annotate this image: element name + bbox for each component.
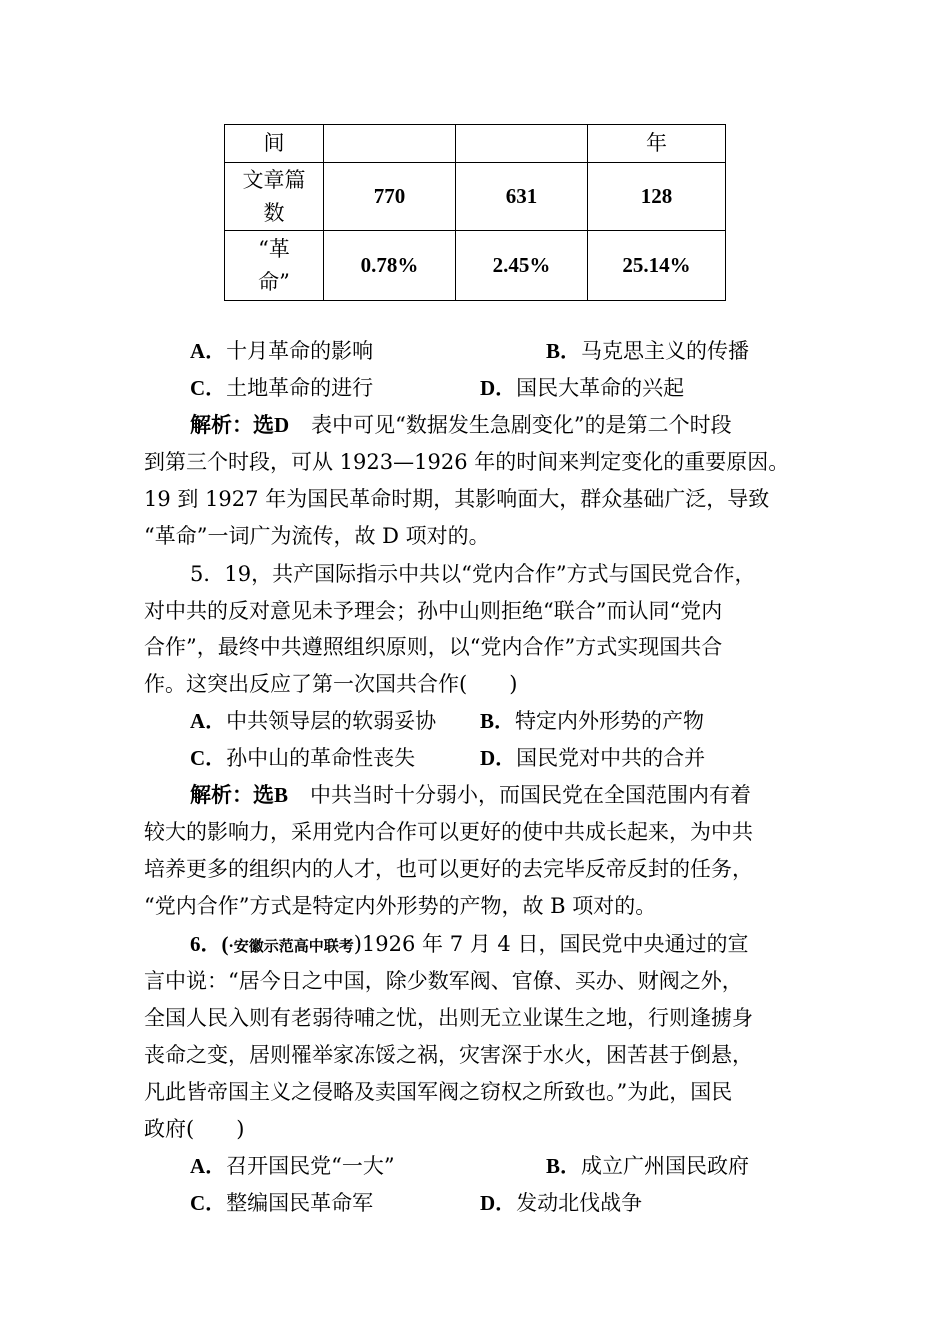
option-letter: B． — [480, 709, 516, 733]
question-number: 6．( — [190, 932, 229, 956]
option-d — [480, 1189, 642, 1217]
table-cell: 631 — [456, 163, 588, 231]
option-a — [190, 1152, 395, 1180]
option-a — [190, 707, 436, 735]
analysis-line — [190, 781, 751, 809]
analysis-line: 培养更多的组织内的人才，也可以更好的去完毕反帝反封的任务， — [144, 857, 753, 881]
option-text: 土地革命的进行 — [226, 376, 374, 400]
question-text-rest: )1926 年 7 月 4 日，国民党中央通过的宣 — [353, 932, 749, 956]
option-letter: B． — [546, 339, 582, 363]
option-letter: D． — [480, 376, 517, 400]
analysis-line: 较大的影响力，采用党内合作可以更好的使中共成长起来，为中共 — [144, 820, 753, 844]
question-source: ·安徽示范高中联考 — [228, 937, 354, 955]
question-text: 作。这突出反应了第一次国共合作( ) — [144, 672, 518, 696]
option-text: 发动北伐战争 — [516, 1191, 643, 1215]
option-text: 国民党对中共的合并 — [516, 746, 706, 770]
option-text: 国民大革命的兴起 — [516, 376, 685, 400]
table-row — [225, 231, 726, 301]
option-c — [190, 1189, 373, 1217]
option-b — [546, 337, 749, 365]
analysis-line: 到第三个时段，可从 1923—1926 年的时间来判定变化的重要原因。 — [144, 450, 790, 474]
analysis-text: 中共当时十分弱小，而国民党在全国范围内有着 — [310, 783, 752, 807]
option-letter: A． — [190, 1154, 227, 1178]
table-cell: 2.45% — [456, 231, 588, 301]
row-label-line: 命” — [258, 269, 290, 294]
table-cell: 间 — [225, 125, 324, 163]
row-label — [225, 163, 324, 231]
option-letter: C． — [190, 746, 227, 770]
table-cell: 0.78% — [324, 231, 456, 301]
table-cell: 年 — [588, 125, 726, 163]
option-letter: D． — [480, 1191, 517, 1215]
statistics-table — [224, 124, 726, 301]
option-letter: A． — [190, 709, 227, 733]
option-text: 马克思主义的传播 — [581, 339, 750, 363]
analysis-line: 19 到 1927 年为国民革命时期，其影响面大，群众基础广泛，导致 — [144, 487, 770, 511]
option-d — [480, 374, 684, 402]
table-cell: 25.14% — [588, 231, 726, 301]
row-label — [225, 231, 324, 301]
row-label-line: 文章篇 — [242, 167, 306, 192]
option-d — [480, 744, 705, 772]
analysis-label: 解析：选D — [190, 413, 290, 437]
analysis-label: 解析：选B — [190, 783, 289, 807]
option-text: 特定内外形势的产物 — [515, 709, 705, 733]
analysis-line — [190, 411, 732, 439]
option-c — [190, 744, 415, 772]
option-letter: C． — [190, 1191, 227, 1215]
option-text: 中共领导层的软弱妥协 — [226, 709, 437, 733]
analysis-line: “党内合作”方式是特定内外形势的产物，故 B 项对的。 — [144, 894, 657, 918]
option-text: 成立广州国民政府 — [581, 1154, 750, 1178]
option-letter: B． — [546, 1154, 582, 1178]
option-c — [190, 374, 373, 402]
question-text: 全国人民入则有老弱待哺之忧，出则无立业谋生之地，行则逢掳身 — [144, 1006, 753, 1030]
option-text: 召开国民党“一大” — [226, 1154, 395, 1178]
question-text: 凡此皆帝国主义之侵略及卖国军阀之窃权之所致也。”为此，国民 — [144, 1080, 733, 1104]
question-text: 5．19，共产国际指示中共以“党内合作”方式与国民党合作， — [190, 562, 756, 586]
row-label-line: 数 — [263, 200, 285, 225]
question-text: 丧命之变，居则罹举家冻馁之祸，灾害深于水火，困苦甚于倒悬， — [144, 1043, 753, 1067]
option-b — [546, 1152, 749, 1180]
analysis-line: “革命”一词广为流传，故 D 项对的。 — [144, 524, 490, 548]
question-text: 合作”，最终中共遵照组织原则，以“党内合作”方式实现国共合 — [144, 635, 723, 659]
row-label-line: “革 — [258, 236, 290, 261]
question-text: 对中共的反对意见未予理会；孙中山则拒绝“联合”而认同“党内 — [144, 599, 723, 623]
table-header-row — [225, 125, 726, 163]
table-cell: 770 — [324, 163, 456, 231]
option-b — [480, 707, 704, 735]
table-row — [225, 163, 726, 231]
option-letter: D． — [480, 746, 517, 770]
option-text: 十月革命的影响 — [226, 339, 374, 363]
option-text: 孙中山的革命性丧失 — [226, 746, 416, 770]
option-a — [190, 337, 373, 365]
option-letter: A． — [190, 339, 227, 363]
question-text: 言中说：“居今日之中国，除少数军阀、官僚、买办、财阀之外， — [144, 969, 743, 993]
table-cell — [456, 125, 588, 163]
question-text — [190, 930, 748, 960]
option-text: 整编国民革命军 — [226, 1191, 374, 1215]
table-cell: 128 — [588, 163, 726, 231]
option-letter: C． — [190, 376, 227, 400]
question-text: 政府( ) — [144, 1117, 245, 1141]
analysis-text: 表中可见“数据发生急剧变化”的是第二个时段 — [311, 413, 732, 437]
table-cell — [324, 125, 456, 163]
